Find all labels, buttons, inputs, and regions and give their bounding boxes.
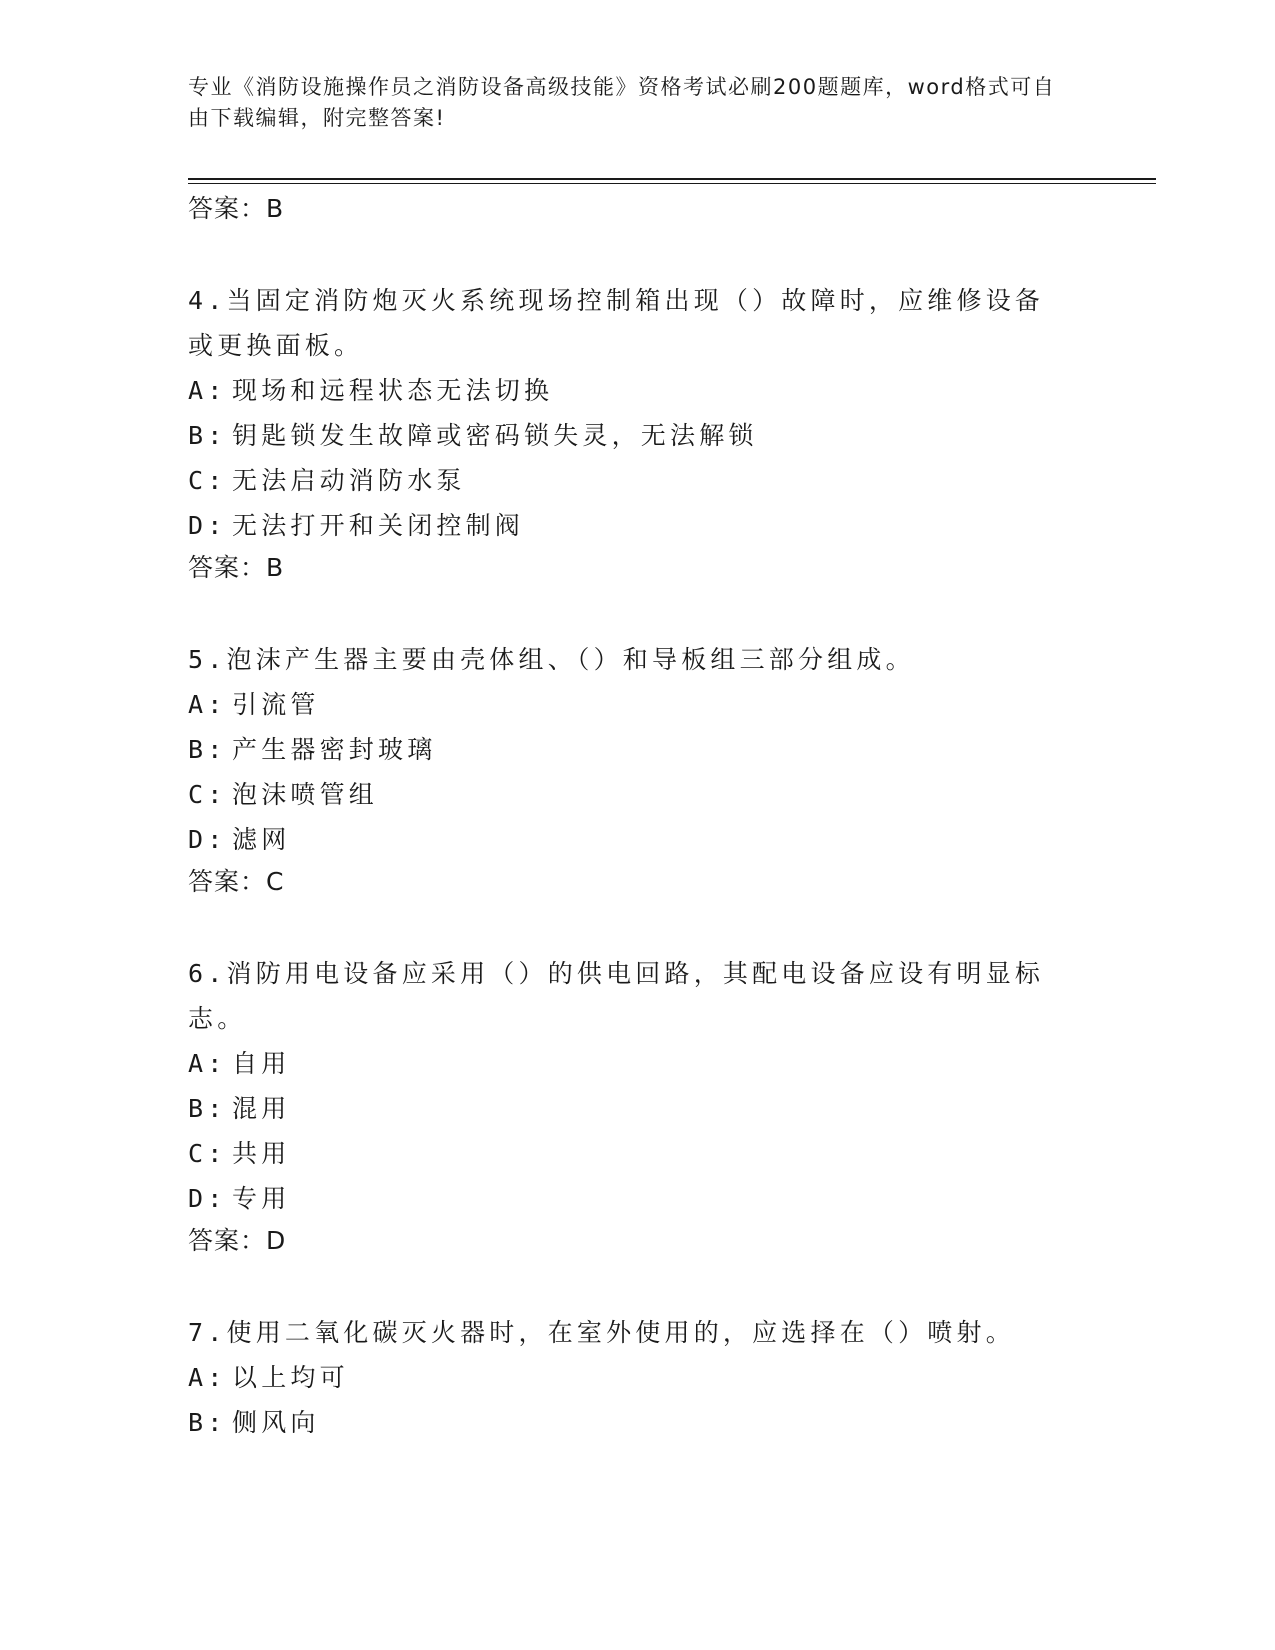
question-list (188, 192, 1088, 1445)
option-letter: A: (188, 1049, 227, 1078)
option-letter: D: (188, 1184, 227, 1213)
option-b (188, 1086, 1088, 1131)
option-d (188, 503, 1088, 548)
header-rule-thick (188, 178, 1156, 180)
answer-line: 答案：D (188, 1226, 287, 1255)
option-letter: C: (188, 1139, 227, 1168)
option-d (188, 1176, 1088, 1221)
option-letter: B: (188, 421, 227, 450)
question-stem: 5.泡沫产生器主要由壳体组、（）和导板组三部分组成。 (188, 645, 915, 674)
answer-line: 答案：B (188, 194, 285, 223)
option-a (188, 1355, 1088, 1400)
option-letter: C: (188, 780, 227, 809)
option-a (188, 1041, 1088, 1086)
option-letter: D: (188, 825, 227, 854)
option-text: 专用 (232, 1184, 291, 1213)
question-item (188, 637, 1088, 899)
option-a (188, 682, 1088, 727)
option-text: 共用 (232, 1139, 291, 1168)
option-letter: D: (188, 511, 227, 540)
option-letter: A: (188, 690, 227, 719)
option-text: 产生器密封玻璃 (232, 735, 437, 764)
option-b (188, 413, 1088, 458)
option-text: 现场和远程状态无法切换 (232, 376, 554, 405)
option-letter: B: (188, 1408, 227, 1437)
option-letter: B: (188, 1094, 227, 1123)
option-letter: C: (188, 466, 227, 495)
question-stem: 7.使用二氧化碳灭火器时，在室外使用的，应选择在（）喷射。 (188, 1318, 1015, 1347)
option-text: 滤网 (232, 825, 291, 854)
option-text: 自用 (232, 1049, 291, 1078)
option-text: 钥匙锁发生故障或密码锁失灵，无法解锁 (232, 421, 758, 450)
option-c (188, 1131, 1088, 1176)
option-b (188, 727, 1088, 772)
option-a (188, 368, 1088, 413)
option-c (188, 458, 1088, 503)
question-item (188, 951, 1088, 1258)
option-letter: A: (188, 1363, 227, 1392)
option-d (188, 817, 1088, 862)
option-letter: B: (188, 735, 227, 764)
option-text: 混用 (232, 1094, 291, 1123)
question-stem: 4.当固定消防炮灭火系统现场控制箱出现（）故障时，应维修设备或更换面板。 (188, 286, 1045, 360)
option-text: 侧风向 (232, 1408, 320, 1437)
answer-line: 答案：B (188, 553, 285, 582)
option-c (188, 772, 1088, 817)
option-b (188, 1400, 1088, 1445)
header-rule-thin (188, 183, 1156, 184)
question-item (188, 1310, 1088, 1445)
document-header: 专业《消防设施操作员之消防设备高级技能》资格考试必刷200题题库，word格式可自由下载编辑，附完整答案! (188, 75, 1056, 130)
option-letter: A: (188, 376, 227, 405)
question-stem: 6.消防用电设备应采用（）的供电回路，其配电设备应设有明显标志。 (188, 959, 1045, 1033)
option-text: 无法打开和关闭控制阀 (232, 511, 525, 540)
option-text: 泡沫喷管组 (232, 780, 379, 809)
question-item (188, 278, 1088, 585)
option-text: 无法启动消防水泵 (232, 466, 466, 495)
answer-line: 答案：C (188, 867, 285, 896)
option-text: 以上均可 (232, 1363, 349, 1392)
option-text: 引流管 (232, 690, 320, 719)
